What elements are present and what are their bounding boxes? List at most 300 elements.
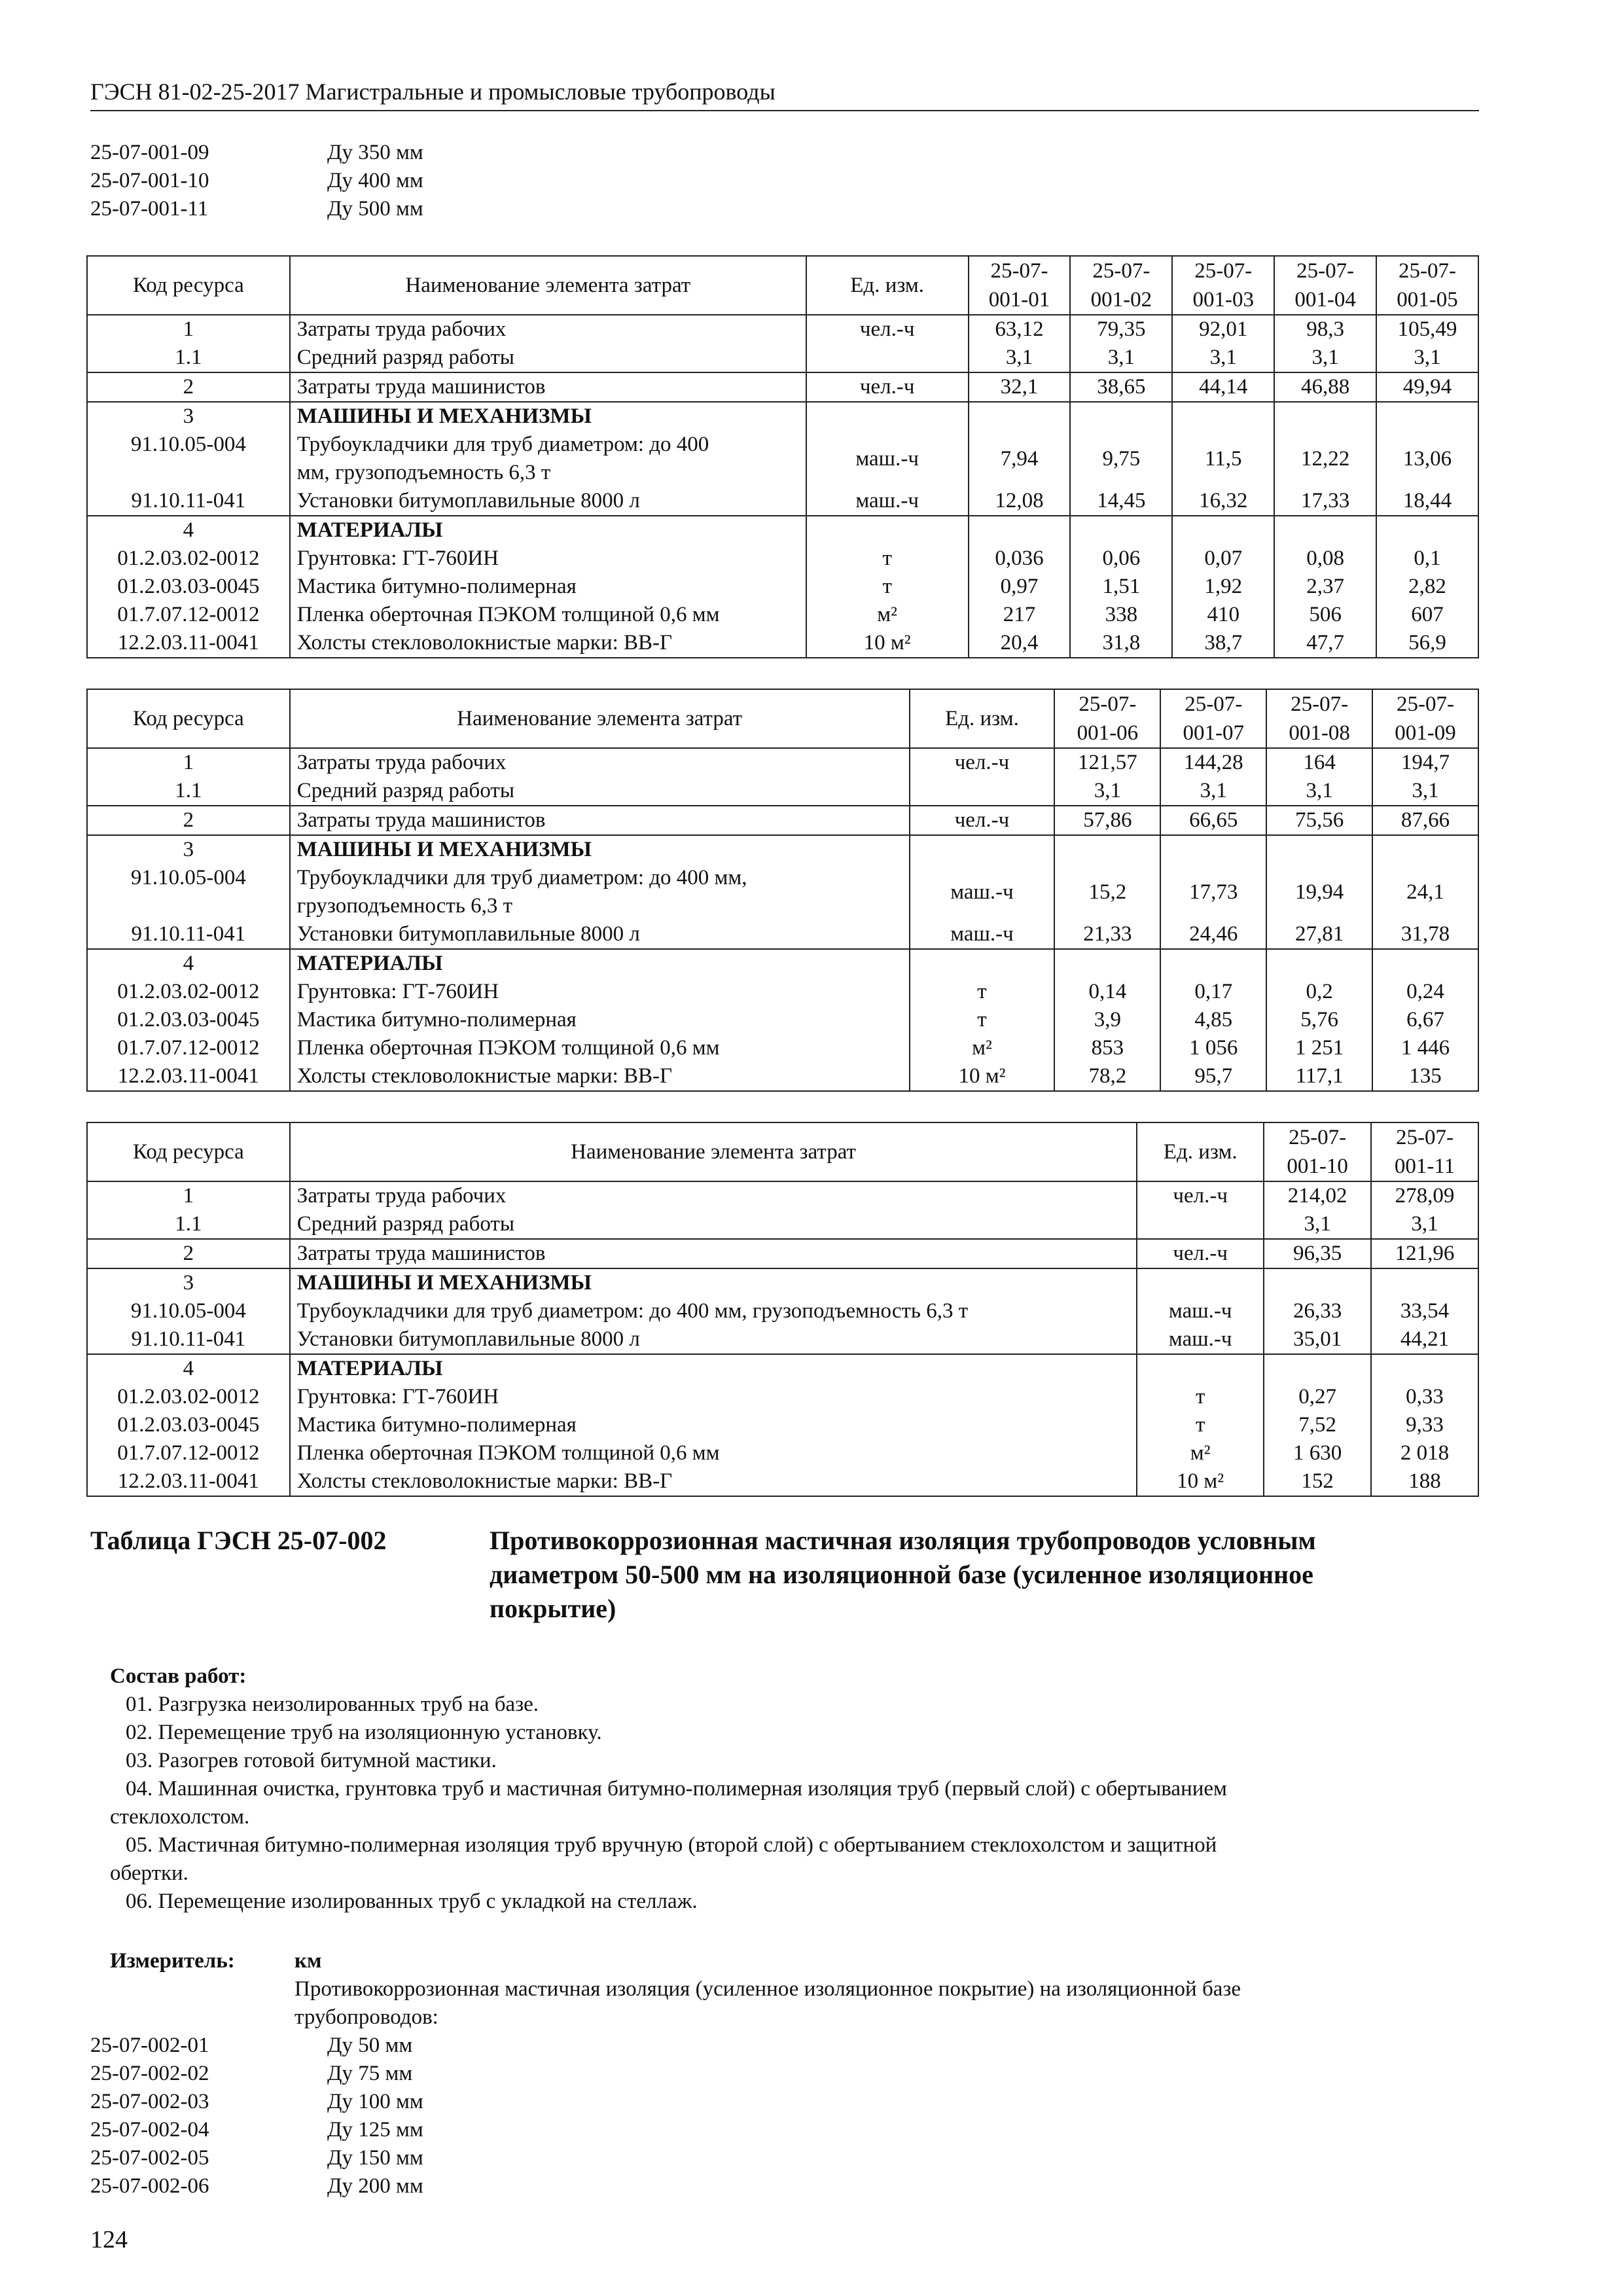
diameter-label: Ду 400 мм bbox=[327, 169, 423, 192]
table-cell: т bbox=[910, 1006, 1055, 1034]
table-number: Таблица ГЭСН 25-07-002 bbox=[90, 1526, 387, 1555]
table-cell: МАТЕРИАЛЫ bbox=[290, 516, 806, 545]
list-item: 03. Разогрев готовой битумной мастики. bbox=[126, 1749, 497, 1772]
code-row bbox=[90, 2144, 423, 2172]
col-header-variant: 25-07- 001-02 bbox=[1070, 256, 1172, 315]
table-cell: т bbox=[910, 978, 1055, 1006]
table-row bbox=[87, 806, 1478, 835]
resource-code: 25-07-002-01 bbox=[90, 2034, 209, 2057]
table-cell: 0,33 bbox=[1371, 1383, 1478, 1411]
table-cell: 24,46 bbox=[1160, 920, 1266, 949]
table-cell: 12.2.03.11-0041 bbox=[87, 629, 290, 658]
table-cell: 21,33 bbox=[1054, 920, 1160, 949]
table-cell: м² bbox=[806, 601, 969, 629]
resource-code: 25-07-002-06 bbox=[90, 2174, 209, 2198]
table-cell: 18,44 bbox=[1376, 487, 1478, 516]
diameter-label: Ду 350 мм bbox=[327, 141, 423, 164]
diameter-label: Ду 75 мм bbox=[327, 2062, 413, 2085]
table-cell: 01.2.03.03-0045 bbox=[87, 573, 290, 601]
table-cell: 9,33 bbox=[1371, 1411, 1478, 1439]
table-cell: 96,35 bbox=[1264, 1239, 1371, 1268]
table-cell: 32,1 bbox=[969, 372, 1071, 402]
table-cell bbox=[910, 949, 1055, 978]
diameter-label: Ду 50 мм bbox=[327, 2034, 413, 2057]
table-cell: чел.-ч bbox=[1137, 1181, 1264, 1210]
table-cell: 12.2.03.11-0041 bbox=[87, 1467, 290, 1496]
table-cell: м² bbox=[1137, 1439, 1264, 1467]
table-cell: Затраты труда машинистов bbox=[290, 1239, 1137, 1268]
col-header-unit: Ед. изм. bbox=[806, 256, 969, 315]
table-cell: 44,14 bbox=[1172, 372, 1274, 402]
table-cell: 1,51 bbox=[1070, 573, 1172, 601]
table-cell: Затраты труда машинистов bbox=[290, 372, 806, 402]
table-cell: 12,08 bbox=[969, 487, 1071, 516]
table-cell: 607 bbox=[1376, 601, 1478, 629]
table-cell: 63,12 bbox=[969, 315, 1071, 344]
table-cell: 44,21 bbox=[1371, 1325, 1478, 1354]
table-cell bbox=[806, 344, 969, 372]
table-cell: 46,88 bbox=[1274, 372, 1376, 402]
table-cell: м² bbox=[910, 1034, 1055, 1062]
table-cell: 56,9 bbox=[1376, 629, 1478, 658]
table-cell bbox=[1371, 1354, 1478, 1383]
diameter-label: Ду 125 мм bbox=[327, 2118, 423, 2142]
table-cell: 214,02 bbox=[1264, 1181, 1371, 1210]
col-header-variant: 25-07- 001-07 bbox=[1160, 689, 1266, 748]
table-cell: т bbox=[806, 573, 969, 601]
resource-code: 25-07-002-03 bbox=[90, 2090, 209, 2113]
table-cell bbox=[1264, 1354, 1371, 1383]
table-cell: 17,33 bbox=[1274, 487, 1376, 516]
col-header-variant: 25-07- 001-10 bbox=[1264, 1122, 1371, 1181]
table-cell: 338 bbox=[1070, 601, 1172, 629]
table-cell: Затраты труда машинистов bbox=[290, 806, 910, 835]
table-cell: 0,17 bbox=[1160, 978, 1266, 1006]
measure-label: Измеритель: bbox=[110, 1949, 235, 1973]
table-cell: 10 м² bbox=[1137, 1467, 1264, 1496]
list-item: 04. Машинная очистка, грунтовка труб и мастичная битумно-полимерная изоляция труб (первый слой) с обертыванием bbox=[126, 1777, 1227, 1801]
col-header-unit: Ед. изм. bbox=[910, 689, 1055, 748]
table-cell: 105,49 bbox=[1376, 315, 1478, 344]
table-cell: 38,65 bbox=[1070, 372, 1172, 402]
table-cell: 3 bbox=[87, 402, 290, 431]
table-cell: 20,4 bbox=[969, 629, 1071, 658]
resource-code: 25-07-001-11 bbox=[90, 197, 209, 221]
table-cell: 7,94 bbox=[969, 431, 1071, 487]
code-row bbox=[90, 2088, 423, 2116]
table-cell: 0,06 bbox=[1070, 545, 1172, 573]
measure-description: Противокоррозионная мастичная изоляция (усиленное изоляционное покрытие) на изоляционной базе трубопроводов: bbox=[294, 1977, 1241, 2029]
table-row bbox=[87, 1006, 1478, 1034]
table-cell: 278,09 bbox=[1371, 1181, 1478, 1210]
table-cell: 1 446 bbox=[1372, 1034, 1478, 1062]
table-cell: маш.-ч bbox=[806, 487, 969, 516]
table-cell: 1.1 bbox=[87, 344, 290, 372]
table-title: Противокоррозионная мастичная изоляция трубопроводов условным диаметром 50-500 мм на изоляционной базе (усиленное изоляционное покрытие) bbox=[490, 1526, 1316, 1623]
table-cell: 3 bbox=[87, 835, 290, 864]
table-cell: Средний разряд работы bbox=[290, 777, 910, 806]
table-cell: 11,5 bbox=[1172, 431, 1274, 487]
table-cell: Средний разряд работы bbox=[290, 1210, 1137, 1239]
col-header-variant: 25-07- 001-05 bbox=[1376, 256, 1478, 315]
section-row bbox=[87, 1354, 1478, 1383]
table-row bbox=[87, 1210, 1478, 1239]
table-cell bbox=[1160, 949, 1266, 978]
table-cell: 35,01 bbox=[1264, 1325, 1371, 1354]
table-row bbox=[87, 1467, 1478, 1496]
resource-table-2 bbox=[86, 689, 1479, 1092]
table-cell: 01.2.03.02-0012 bbox=[87, 1383, 290, 1411]
table-cell: чел.-ч bbox=[910, 806, 1055, 835]
table-cell bbox=[1372, 949, 1478, 978]
list-item: 05. Мастичная битумно-полимерная изоляция труб вручную (второй слой) с обертыванием стеклохолстом и защитной bbox=[126, 1833, 1217, 1857]
bottom-code-list bbox=[90, 2032, 423, 2200]
section-row bbox=[87, 949, 1478, 978]
list-item-continuation: стеклохолстом. bbox=[110, 1805, 250, 1829]
table-cell: 1 630 bbox=[1264, 1439, 1371, 1467]
table-header-row bbox=[87, 689, 1478, 748]
table-cell bbox=[1054, 835, 1160, 864]
code-row bbox=[90, 167, 423, 195]
table-row bbox=[87, 1062, 1478, 1091]
code-row bbox=[90, 139, 423, 167]
table-cell: 57,86 bbox=[1054, 806, 1160, 835]
table-cell: 15,2 bbox=[1054, 864, 1160, 920]
table-cell: 01.7.07.12-0012 bbox=[87, 1439, 290, 1467]
table-cell: 78,2 bbox=[1054, 1062, 1160, 1091]
resource-table-3 bbox=[86, 1122, 1479, 1497]
resource-code: 25-07-001-10 bbox=[90, 169, 209, 192]
diameter-label: Ду 100 мм bbox=[327, 2090, 423, 2113]
table-row bbox=[87, 487, 1478, 516]
table-row bbox=[87, 372, 1478, 402]
table-cell bbox=[910, 777, 1055, 806]
col-header-name: Наименование элемента затрат bbox=[290, 689, 910, 748]
table-cell: МАТЕРИАЛЫ bbox=[290, 949, 910, 978]
table-cell: 12.2.03.11-0041 bbox=[87, 1062, 290, 1091]
table-cell: Установки битумоплавильные 8000 л bbox=[290, 920, 910, 949]
table-cell: 12,22 bbox=[1274, 431, 1376, 487]
section-row bbox=[87, 402, 1478, 431]
table-cell: 2 bbox=[87, 1239, 290, 1268]
table-cell: 1 bbox=[87, 748, 290, 777]
resource-code: 25-07-002-05 bbox=[90, 2146, 209, 2170]
table-cell bbox=[1160, 835, 1266, 864]
table-cell: 26,33 bbox=[1264, 1297, 1371, 1325]
col-header-code: Код ресурса bbox=[87, 256, 290, 315]
resource-table-1 bbox=[86, 255, 1479, 658]
table-cell: 0,27 bbox=[1264, 1383, 1371, 1411]
code-row bbox=[90, 195, 423, 223]
table-cell bbox=[1376, 402, 1478, 431]
table-cell: 853 bbox=[1054, 1034, 1160, 1062]
table-cell: 2,82 bbox=[1376, 573, 1478, 601]
table-cell: 121,57 bbox=[1054, 748, 1160, 777]
table-cell: 3,1 bbox=[1266, 777, 1372, 806]
table-cell: 2 bbox=[87, 372, 290, 402]
table-cell: МАТЕРИАЛЫ bbox=[290, 1354, 1137, 1383]
table-cell bbox=[1070, 516, 1172, 545]
table-cell: Грунтовка: ГТ-760ИН bbox=[290, 1383, 1137, 1411]
table-cell: 3,1 bbox=[1070, 344, 1172, 372]
table-cell: 27,81 bbox=[1266, 920, 1372, 949]
table-row bbox=[87, 629, 1478, 658]
table-cell: 2 018 bbox=[1371, 1439, 1478, 1467]
code-row bbox=[90, 2032, 423, 2060]
table-cell: 135 bbox=[1372, 1062, 1478, 1091]
table-cell: Грунтовка: ГТ-760ИН bbox=[290, 545, 806, 573]
table-row bbox=[87, 315, 1478, 344]
col-header-variant: 25-07- 001-09 bbox=[1372, 689, 1478, 748]
table-cell: Холсты стекловолокнистые марки: ВВ-Г bbox=[290, 1467, 1137, 1496]
table-row bbox=[87, 431, 1478, 487]
col-header-variant: 25-07- 001-06 bbox=[1054, 689, 1160, 748]
diameter-label: Ду 150 мм bbox=[327, 2146, 423, 2170]
table-cell: маш.-ч bbox=[910, 920, 1055, 949]
code-row bbox=[90, 2060, 423, 2088]
list-item-continuation: обертки. bbox=[110, 1861, 188, 1885]
code-row bbox=[90, 2172, 423, 2200]
table-cell bbox=[1274, 402, 1376, 431]
table-cell: 3,1 bbox=[1160, 777, 1266, 806]
table-cell: 1 bbox=[87, 315, 290, 344]
table-cell: 79,35 bbox=[1070, 315, 1172, 344]
table-cell: Установки битумоплавильные 8000 л bbox=[290, 1325, 1137, 1354]
table-row bbox=[87, 920, 1478, 949]
table-cell: Мастика битумно-полимерная bbox=[290, 573, 806, 601]
table-cell: маш.-ч bbox=[1137, 1297, 1264, 1325]
table-cell bbox=[1266, 949, 1372, 978]
code-row bbox=[90, 2116, 423, 2144]
table-cell: Мастика битумно-полимерная bbox=[290, 1411, 1137, 1439]
table-cell bbox=[1172, 516, 1274, 545]
table-cell bbox=[910, 835, 1055, 864]
table-cell: 19,94 bbox=[1266, 864, 1372, 920]
table-cell: 506 bbox=[1274, 601, 1376, 629]
table-cell: 3,1 bbox=[1376, 344, 1478, 372]
table-cell: 0,14 bbox=[1054, 978, 1160, 1006]
col-header-variant: 25-07- 001-08 bbox=[1266, 689, 1372, 748]
table-cell: 87,66 bbox=[1372, 806, 1478, 835]
table-cell bbox=[969, 402, 1071, 431]
table-cell: 91.10.05-004 bbox=[87, 1297, 290, 1325]
table-cell: МАШИНЫ И МЕХАНИЗМЫ bbox=[290, 402, 806, 431]
table-row bbox=[87, 1325, 1478, 1354]
table-cell: 0,2 bbox=[1266, 978, 1372, 1006]
table-cell: чел.-ч bbox=[806, 315, 969, 344]
table-row bbox=[87, 1383, 1478, 1411]
table-cell bbox=[1137, 1354, 1264, 1383]
table-cell: 49,94 bbox=[1376, 372, 1478, 402]
table-header-row bbox=[87, 256, 1478, 315]
table-cell: 16,32 bbox=[1172, 487, 1274, 516]
list-item: 02. Перемещение труб на изоляционную установку. bbox=[126, 1721, 602, 1744]
table-cell: 75,56 bbox=[1266, 806, 1372, 835]
table-cell: 66,65 bbox=[1160, 806, 1266, 835]
table-cell: Пленка оберточная ПЭКОМ толщиной 0,6 мм bbox=[290, 1439, 1137, 1467]
table-cell: 1.1 bbox=[87, 777, 290, 806]
table-cell: 4,85 bbox=[1160, 1006, 1266, 1034]
table-cell: 10 м² bbox=[910, 1062, 1055, 1091]
table-cell: т bbox=[1137, 1383, 1264, 1411]
table-cell: 4 bbox=[87, 516, 290, 545]
table-cell: 0,07 bbox=[1172, 545, 1274, 573]
table-row bbox=[87, 1411, 1478, 1439]
table-cell: 1 251 bbox=[1266, 1034, 1372, 1062]
table-cell: 1.1 bbox=[87, 1210, 290, 1239]
table-cell: Холсты стекловолокнистые марки: ВВ-Г bbox=[290, 1062, 910, 1091]
section-row bbox=[87, 516, 1478, 545]
table-cell: 3,9 bbox=[1054, 1006, 1160, 1034]
table-cell: 3,1 bbox=[1172, 344, 1274, 372]
table-cell bbox=[1274, 516, 1376, 545]
table-cell: Затраты труда рабочих bbox=[290, 748, 910, 777]
table-cell: 188 bbox=[1371, 1467, 1478, 1496]
col-header-variant: 25-07- 001-04 bbox=[1274, 256, 1376, 315]
running-header: ГЭСН 81-02-25-2017 Магистральные и промысловые трубопроводы bbox=[90, 77, 1479, 111]
table-cell: 3 bbox=[87, 1268, 290, 1297]
table-cell: чел.-ч bbox=[806, 372, 969, 402]
table-cell: 0,1 bbox=[1376, 545, 1478, 573]
table-cell: 3,1 bbox=[1372, 777, 1478, 806]
table-cell: 91.10.11-041 bbox=[87, 487, 290, 516]
table-cell: 91.10.05-004 bbox=[87, 431, 290, 487]
table-cell bbox=[1137, 1268, 1264, 1297]
table-row bbox=[87, 777, 1478, 806]
table-cell: Холсты стекловолокнистые марки: ВВ-Г bbox=[290, 629, 806, 658]
table-cell: Установки битумоплавильные 8000 л bbox=[290, 487, 806, 516]
table-cell: 92,01 bbox=[1172, 315, 1274, 344]
list-item: 01. Разгрузка неизолированных труб на базе. bbox=[126, 1693, 539, 1716]
table-cell: маш.-ч bbox=[806, 431, 969, 487]
table-cell: Трубоукладчики для труб диаметром: до 400 мм, грузоподъемность 6,3 т bbox=[290, 864, 910, 920]
table-row bbox=[87, 344, 1478, 372]
table-cell: 1,92 bbox=[1172, 573, 1274, 601]
table-cell: маш.-ч bbox=[910, 864, 1055, 920]
table-cell: 0,24 bbox=[1372, 978, 1478, 1006]
table-row bbox=[87, 1034, 1478, 1062]
table-cell bbox=[1070, 402, 1172, 431]
table-cell: т bbox=[806, 545, 969, 573]
table-cell: 1 056 bbox=[1160, 1034, 1266, 1062]
resource-code: 25-07-001-09 bbox=[90, 141, 209, 164]
col-header-code: Код ресурса bbox=[87, 689, 290, 748]
list-item: 06. Перемещение изолированных труб с укладкой на стеллаж. bbox=[126, 1890, 698, 1913]
table-cell: 91.10.05-004 bbox=[87, 864, 290, 920]
table-cell bbox=[1137, 1210, 1264, 1239]
table-cell: 0,036 bbox=[969, 545, 1071, 573]
diameter-label: Ду 200 мм bbox=[327, 2174, 423, 2198]
table-cell: 194,7 bbox=[1372, 748, 1478, 777]
table-cell: 01.7.07.12-0012 bbox=[87, 1034, 290, 1062]
table-cell: 47,7 bbox=[1274, 629, 1376, 658]
table-cell: МАШИНЫ И МЕХАНИЗМЫ bbox=[290, 1268, 1137, 1297]
col-header-variant: 25-07- 001-01 bbox=[969, 256, 1071, 315]
table-cell bbox=[1054, 949, 1160, 978]
table-cell: 38,7 bbox=[1172, 629, 1274, 658]
table-cell: 17,73 bbox=[1160, 864, 1266, 920]
col-header-name: Наименование элемента затрат bbox=[290, 1122, 1137, 1181]
table-cell bbox=[1266, 835, 1372, 864]
table-cell: 3,1 bbox=[969, 344, 1071, 372]
table-cell: Трубоукладчики для труб диаметром: до 400 мм, грузоподъемность 6,3 т bbox=[290, 431, 806, 487]
col-header-variant: 25-07- 001-03 bbox=[1172, 256, 1274, 315]
table-cell: 410 bbox=[1172, 601, 1274, 629]
work-composition-heading: Состав работ: bbox=[110, 1664, 247, 1688]
table-cell: 144,28 bbox=[1160, 748, 1266, 777]
table-cell: 0,97 bbox=[969, 573, 1071, 601]
table-cell: 0,08 bbox=[1274, 545, 1376, 573]
table-cell: 10 м² bbox=[806, 629, 969, 658]
table-cell: Затраты труда рабочих bbox=[290, 1181, 1137, 1210]
table-cell: 3,1 bbox=[1371, 1210, 1478, 1239]
table-cell: Пленка оберточная ПЭКОМ толщиной 0,6 мм bbox=[290, 1034, 910, 1062]
table-cell: Мастика битумно-полимерная bbox=[290, 1006, 910, 1034]
table-cell: Затраты труда рабочих bbox=[290, 315, 806, 344]
section-row bbox=[87, 835, 1478, 864]
table-cell: маш.-ч bbox=[1137, 1325, 1264, 1354]
resource-code: 25-07-002-02 bbox=[90, 2062, 209, 2085]
table-cell: 33,54 bbox=[1371, 1297, 1478, 1325]
table-cell bbox=[969, 516, 1071, 545]
table-cell: 117,1 bbox=[1266, 1062, 1372, 1091]
table-row bbox=[87, 573, 1478, 601]
section-row bbox=[87, 1268, 1478, 1297]
page-number: 124 bbox=[90, 2226, 128, 2253]
table-cell: 01.2.03.03-0045 bbox=[87, 1411, 290, 1439]
work-composition bbox=[110, 1662, 1458, 1916]
table-cell: 01.2.03.02-0012 bbox=[87, 545, 290, 573]
table-cell: 01.7.07.12-0012 bbox=[87, 601, 290, 629]
table-row bbox=[87, 978, 1478, 1006]
table-row bbox=[87, 1239, 1478, 1268]
table-header-row bbox=[87, 1122, 1478, 1181]
table-cell: 2,37 bbox=[1274, 573, 1376, 601]
table-cell: 91.10.11-041 bbox=[87, 920, 290, 949]
table-cell bbox=[1371, 1268, 1478, 1297]
table-cell: чел.-ч bbox=[910, 748, 1055, 777]
table-cell bbox=[806, 402, 969, 431]
table-cell: 14,45 bbox=[1070, 487, 1172, 516]
table-cell: Трубоукладчики для труб диаметром: до 400 мм, грузоподъемность 6,3 т bbox=[290, 1297, 1137, 1325]
table-cell: 3,1 bbox=[1264, 1210, 1371, 1239]
table-row bbox=[87, 1439, 1478, 1467]
table-cell bbox=[1376, 516, 1478, 545]
table-cell: 217 bbox=[969, 601, 1071, 629]
table-cell bbox=[806, 516, 969, 545]
col-header-code: Код ресурса bbox=[87, 1122, 290, 1181]
table-row bbox=[87, 545, 1478, 573]
table-row bbox=[87, 1181, 1478, 1210]
table-cell: 24,1 bbox=[1372, 864, 1478, 920]
table-cell: 121,96 bbox=[1371, 1239, 1478, 1268]
col-header-variant: 25-07- 001-11 bbox=[1371, 1122, 1478, 1181]
diameter-label: Ду 500 мм bbox=[327, 197, 423, 221]
col-header-name: Наименование элемента затрат bbox=[290, 256, 806, 315]
table-row bbox=[87, 601, 1478, 629]
table-cell: 7,52 bbox=[1264, 1411, 1371, 1439]
table-cell: МАШИНЫ И МЕХАНИЗМЫ bbox=[290, 835, 910, 864]
table-cell: 01.2.03.02-0012 bbox=[87, 978, 290, 1006]
table-cell: т bbox=[1137, 1411, 1264, 1439]
table-cell: 4 bbox=[87, 949, 290, 978]
table-cell: 152 bbox=[1264, 1467, 1371, 1496]
table-cell: 13,06 bbox=[1376, 431, 1478, 487]
table-cell: Средний разряд работы bbox=[290, 344, 806, 372]
table-row bbox=[87, 748, 1478, 777]
table-row bbox=[87, 1297, 1478, 1325]
table-cell: 91.10.11-041 bbox=[87, 1325, 290, 1354]
